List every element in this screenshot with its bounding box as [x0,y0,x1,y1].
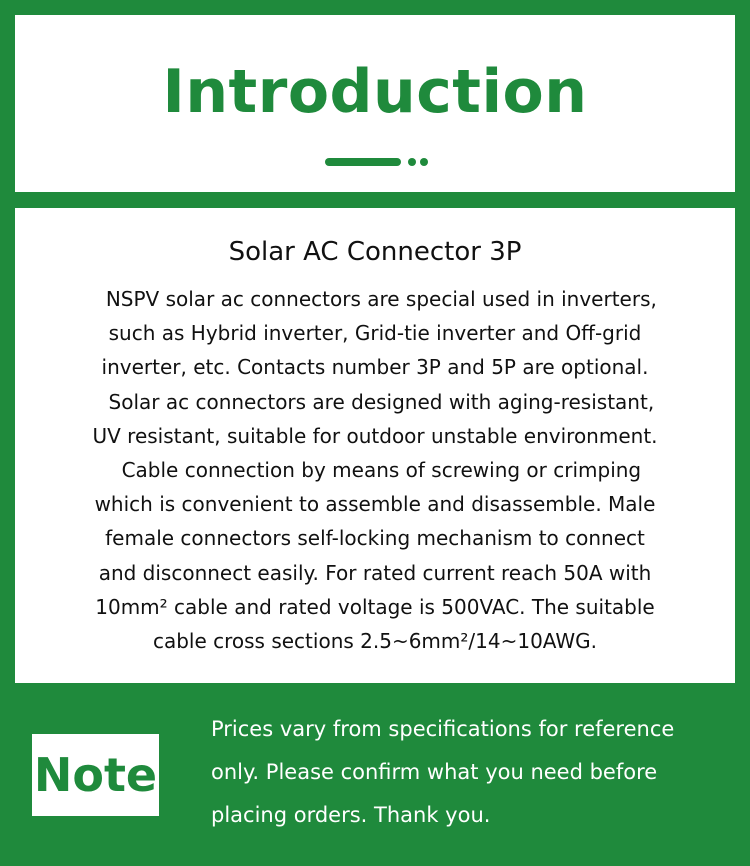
description-line: 10mm² cable and rated voltage is 500VAC. The suitable [95,594,655,619]
note-text [211,708,741,837]
note-label: Note [33,748,158,802]
description-line: female connectors self-locking mechanism to connect [105,526,645,551]
description-line: which is convenient to assemble and disassemble. Male [94,492,656,517]
header-panel [15,15,735,192]
divider-bar [325,158,401,166]
title-divider [325,158,435,166]
description-line: Cable connection by means of screwing or crimping [108,458,642,483]
description-line: Solar ac connectors are designed with aging-resistant, [95,389,655,414]
description-line: NSPV solar ac connectors are special used in inverters, [93,287,657,311]
description-line: cable cross sections 2.5~6mm²/14~10AWG. [152,629,598,654]
description-line: inverter, etc. Contacts number 3P and 5P are optional. [101,355,649,380]
description-line: and disconnect easily. For rated current reach 50A with [98,560,652,585]
note-badge [32,734,159,816]
product-title: Solar AC Connector 3P [228,237,522,267]
note-line: placing orders. Thank you. [211,803,491,827]
page-title: Introduction [162,57,588,127]
description-line: UV resistant, suitable for outdoor unstable environment. [92,423,658,448]
description-panel [15,208,735,683]
product-description [15,282,735,658]
description-line: such as Hybrid inverter, Grid-tie inverter and Off-grid [108,321,642,346]
note-line: only. Please confirm what you need before [211,760,658,784]
divider-dot [408,158,416,166]
note-line: Prices vary from specifications for reference [211,717,675,741]
divider-dot [420,158,428,166]
